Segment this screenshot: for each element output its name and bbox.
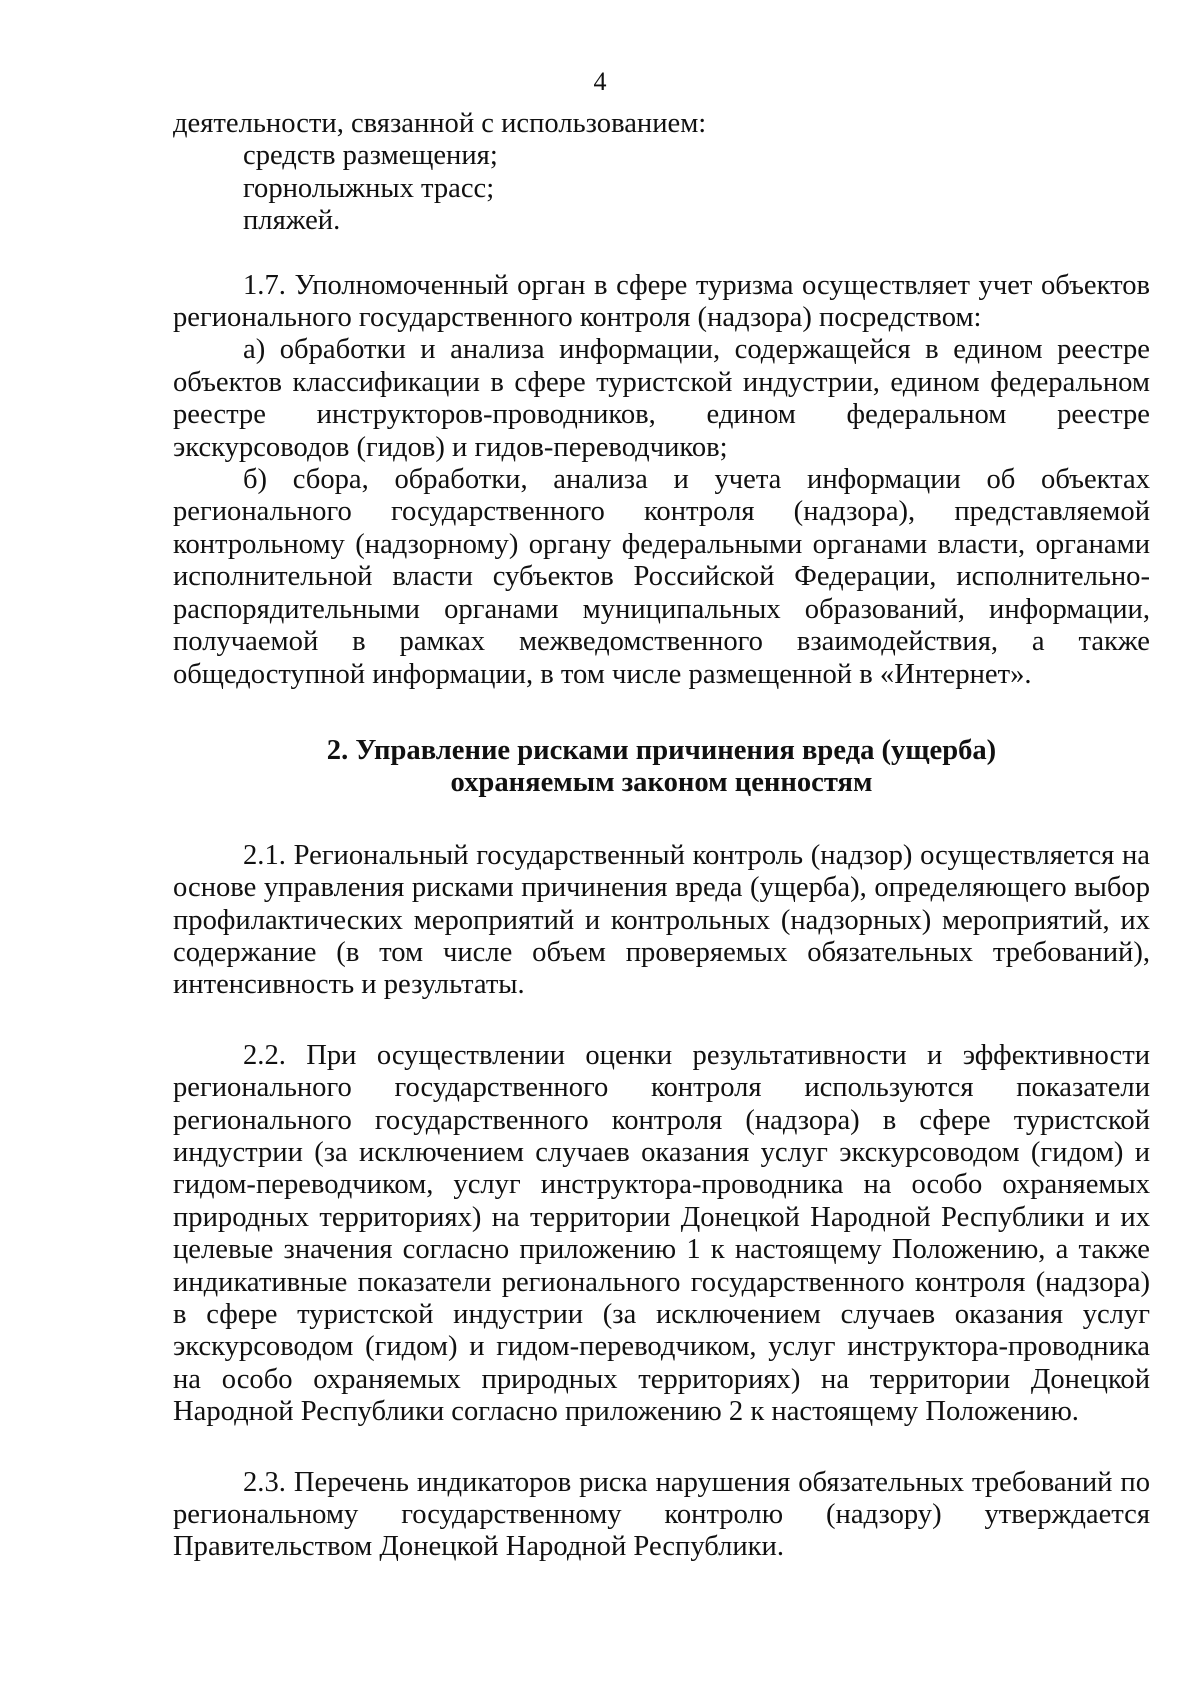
paragraph-2-3: 2.3. Перечень индикаторов риска нарушения обязательных требований по региональному государственному контролю (надзору) утверждается Правительством Донецкой Народной Республики.	[173, 1466, 1150, 1563]
paragraph-intro: деятельности, связанной с использованием:	[173, 108, 707, 139]
paragraph-1-7-a: а) обработки и анализа информации, содержащейся в едином реестре объектов классификации в сфере туристской индустрии, едином федеральном реестре инструкторов-проводников, едином федеральном реестре экскурсоводов (гидов) и гидов-переводчиков;	[173, 334, 1150, 463]
page-number: 4	[593, 67, 607, 96]
document-body	[173, 108, 1150, 1564]
section-2-heading-line-1: 2. Управление рисками причинения вреда (ущерба)	[326, 734, 997, 766]
paragraph-2-1: 2.1. Региональный государственный контроль (надзор) осуществляется на основе управления рисками причинения вреда (ущерба), определяющего выбор профилактических мероприятий и контрольных (надзорных) мероприятий, их содержание (в том числе объем проверяемых обязательных требований), интенсивность и результаты.	[173, 839, 1150, 1001]
list-item-beaches: пляжей.	[243, 205, 341, 237]
section-2-heading	[173, 735, 1150, 800]
section-2-heading-line-2: охраняемым законом ценностям	[450, 767, 873, 799]
list-item-accommodation: средств размещения;	[243, 140, 498, 172]
list-item-ski-slopes: горнолыжных трасс;	[243, 172, 495, 204]
paragraph-1-7: 1.7. Уполномоченный орган в сфере туризма осуществляет учет объектов регионального государственного контроля (надзора) посредством:	[173, 269, 1150, 334]
paragraph-2-2: 2.2. При осуществлении оценки результативности и эффективности регионального государственного контроля используются показатели регионального государственного контроля (надзора) в сфере туристской индустрии (за исключением случаев оказания услуг экскурсоводом (гидом) и гидом-переводчиком, услуг инструктора-проводника на особо охраняемых природных территориях) на территории Донецкой Народной Республики и их целевые значения согласно приложению 1 к настоящему Положению, а также индикативные показатели регионального государственного контроля (надзора) в сфере туристской индустрии (за исключением случаев оказания услуг экскурсоводом (гидом) и гидом-переводчиком, услуг инструктора-проводника на особо охраняемых природных территориях) на территории Донецкой Народной Республики согласно приложению 2 к настоящему Положению.	[173, 1039, 1150, 1428]
paragraph-1-7-b: б) сбора, обработки, анализа и учета информации об объектах регионального государственного контроля (надзора), представляемой контрольному (надзорному) органу федеральными органами власти, органами исполнительной власти субъектов Российской Федерации, исполнительно-распорядительными органами муниципальных образований, информации, получаемой в рамках межведомственного взаимодействия, а также общедоступной информации, в том числе размещенной в «Интернет».	[173, 464, 1150, 690]
